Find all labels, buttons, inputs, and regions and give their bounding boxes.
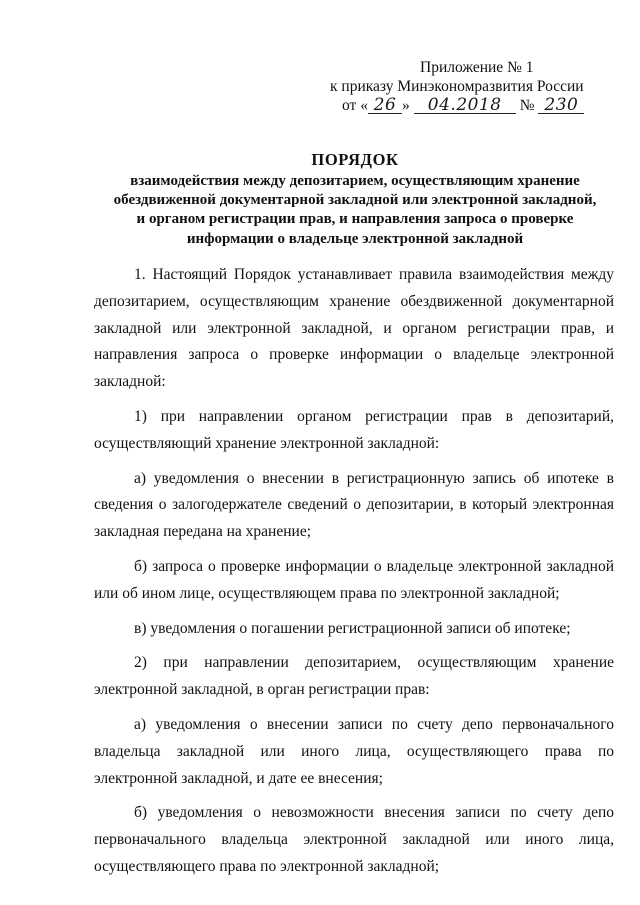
appendix-title: Приложение № 1 (420, 59, 534, 76)
paragraph-1-1-v: в) уведомления о погашении регистрационной записи об ипотеке; (134, 619, 571, 637)
title-subtitle-line: и органом регистрации прав, и направления запроса о проверке (136, 211, 574, 228)
title-subtitle-line: взаимодействия между депозитарием, осуществляющим хранение (130, 173, 580, 189)
paragraph-1-2: 2) при направлении депозитарием, осуществляющим хранение электронной закладной, в орган регистрации прав: (94, 654, 614, 699)
document-body (94, 262, 614, 889)
handwritten-month-year: 04.2018 (414, 97, 516, 114)
paragraph-1-1: 1) при направлении органом регистрации прав в депозитарий, осуществляющий хранение электронной закладной: (94, 407, 614, 452)
appendix-header (330, 58, 620, 118)
paragraph-1-1-a: а) уведомления о внесении в регистрационную запись об ипотеке в сведения о залогодержателе сведений о депозитарии, в который электронная закладная передана на хранение; (94, 469, 614, 541)
number-label: № (519, 97, 535, 114)
paragraph-1-1-b: б) запроса о проверке информации о владельце электронной закладной или об ином лице, осуществляющем права по электронной закладной; (94, 557, 614, 602)
handwritten-order-number: 230 (538, 97, 584, 114)
title-subtitle-line: обездвиженной документарной закладной или электронной закладной, (113, 192, 597, 209)
date-prefix: от « (342, 97, 368, 114)
order-date-number (330, 96, 620, 118)
title-heading: ПОРЯДОК (311, 150, 399, 169)
date-quote-close: » (401, 97, 410, 114)
order-reference: к приказу Минэкономразвития России (330, 78, 584, 95)
paragraph-1-2-b: б) уведомления о невозможности внесения записи по счету депо первоначального владельца электронной закладной или иного лица, осуществляющего права по электронной закладной; (94, 804, 614, 875)
title-subtitle-line: информации о владельце электронной закладной (186, 230, 524, 247)
document-title (80, 150, 630, 249)
handwritten-day: 26 (368, 97, 402, 114)
paragraph-1-2-a: а) уведомления о внесении записи по счету депо первоначального владельца закладной или иного лица, осуществляющего права по электронной закладной, и дате ее внесения; (94, 715, 614, 787)
paragraph-1: 1. Настоящий Порядок устанавливает правила взаимодействия между депозитарием, осуществляющим хранение обездвиженной документарной закладной или электронной закладной, и органом регистрации прав, и направления запроса о проверке информации о владельце электронной закладной: (94, 266, 614, 391)
